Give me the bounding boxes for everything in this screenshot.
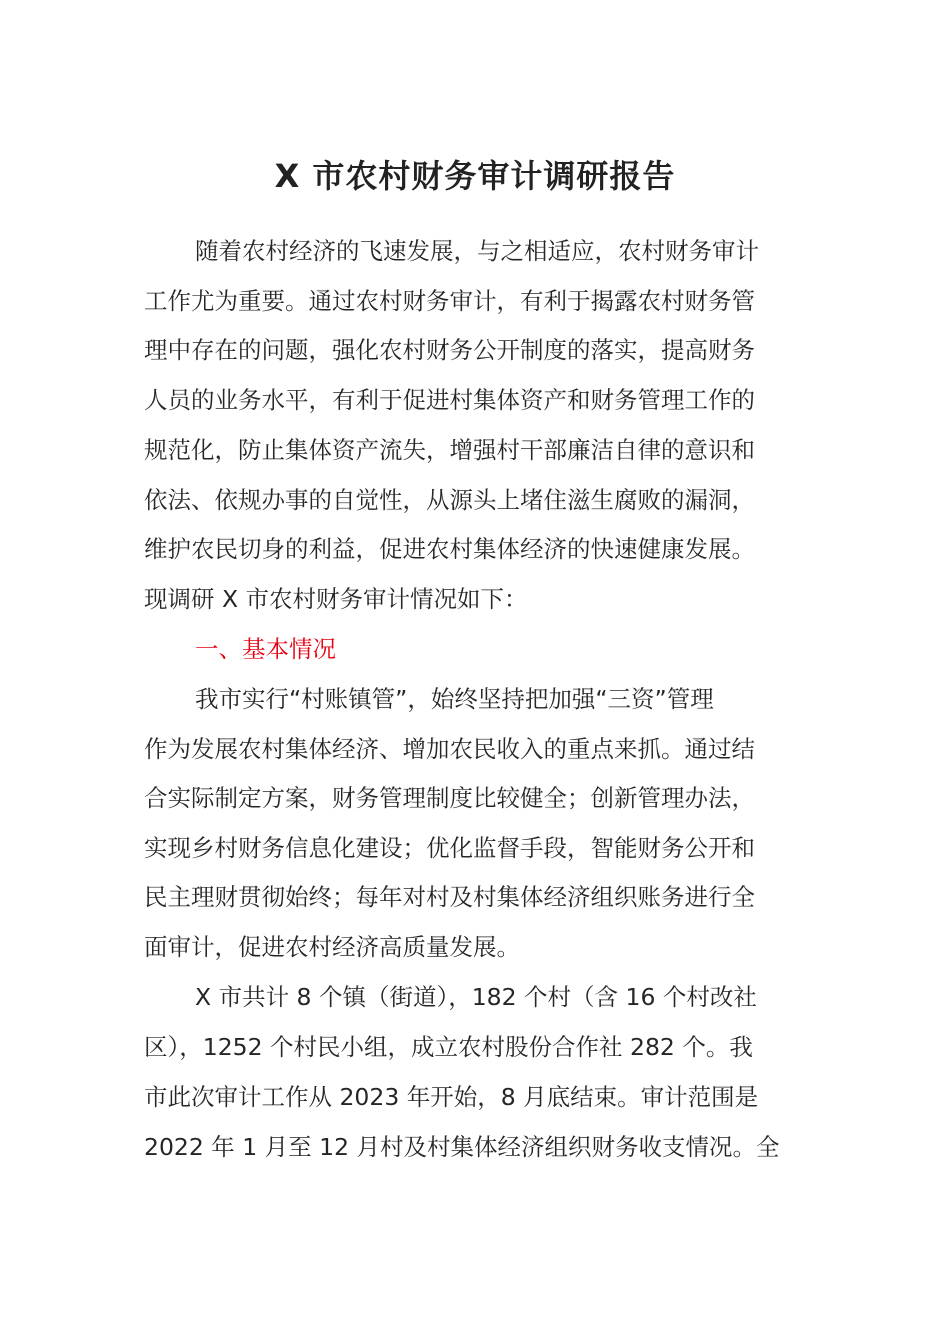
paragraph-line: 随着农村经济的飞速发展，与之相适应，农村财务审计	[195, 237, 759, 265]
paragraph-line: 理中存在的问题，强化农村财务公开制度的落实，提高财务	[144, 336, 755, 364]
paragraph-line: 区），1252 个村民小组，成立农村股份合作社 282 个。我	[144, 1033, 753, 1061]
section-heading: 一、基本情况	[195, 635, 336, 663]
paragraph-line: 依法、依规办事的自觉性，从源头上堵住滋生腐败的漏洞，	[144, 486, 755, 514]
paragraph-line: 实现乡村财务信息化建设；优化监督手段，智能财务公开和	[144, 834, 755, 862]
paragraph-line: 作为发展农村集体经济、增加农民收入的重点来抓。通过结	[144, 735, 755, 763]
paragraph-line: 维护农民切身的利益，促进农村集体经济的快速健康发展。	[144, 535, 755, 563]
paragraph-line: 我市实行“村账镇管”，始终坚持把加强“三资”管理	[195, 685, 714, 713]
paragraph-line: 工作尤为重要。通过农村财务审计，有利于揭露农村财务管	[144, 287, 755, 315]
paragraph-line: 民主理财贯彻始终；每年对村及村集体经济组织账务进行全	[144, 883, 755, 911]
paragraph-line: 规范化，防止集体资产流失，增强村干部廉洁自律的意识和	[144, 436, 755, 464]
paragraph-line: 现调研 X 市农村财务审计情况如下：	[144, 585, 528, 613]
paragraph-line: X 市共计 8 个镇（街道），182 个村（含 16 个村改社	[195, 983, 757, 1011]
paragraph-line: 2022 年 1 月至 12 月村及村集体经济组织财务收支情况。全	[144, 1133, 780, 1161]
paragraph-line: 市此次审计工作从 2023 年开始，8 月底结束。审计范围是	[144, 1083, 759, 1111]
document-title: X 市农村财务审计调研报告	[274, 157, 676, 195]
paragraph-line: 合实际制定方案，财务管理制度比较健全；创新管理办法，	[144, 784, 755, 812]
paragraph-line: 面审计，促进农村经济高质量发展。	[144, 933, 520, 961]
paragraph-line: 人员的业务水平，有利于促进村集体资产和财务管理工作的	[144, 386, 755, 414]
